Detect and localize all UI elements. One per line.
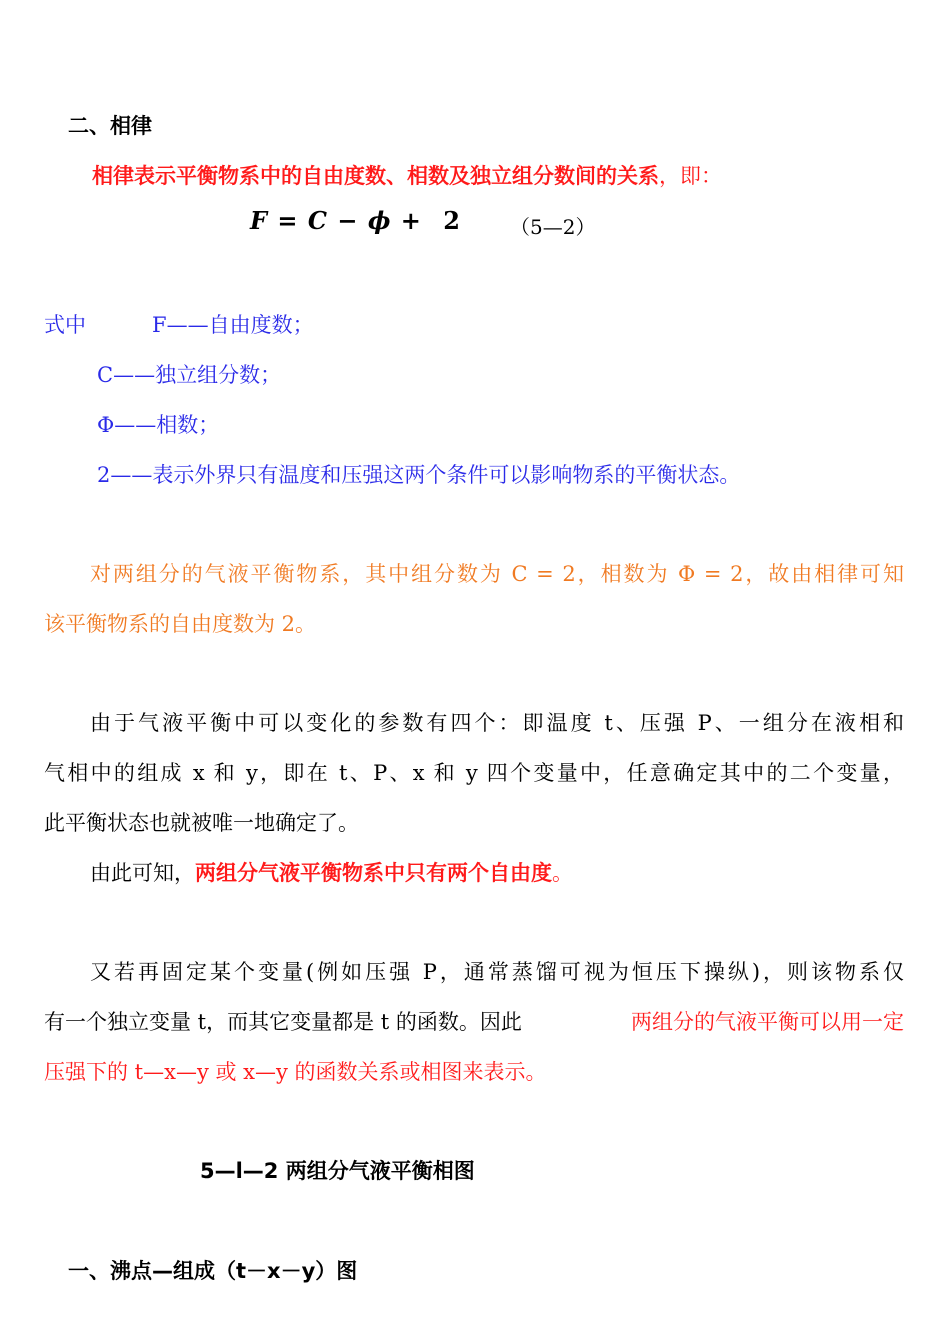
heading-boiling-point-diagram: 一、沸点—组成（t－x－y）图 xyxy=(68,1259,358,1283)
where-label: 式中 xyxy=(44,313,86,337)
def-phi: Φ——相数； xyxy=(97,413,220,437)
conclusion-emphasis: 两组分气液平衡物系中只有两个自由度 xyxy=(195,861,552,885)
def-two: 2——表示外界只有温度和压强这两个条件可以影响物系的平衡状态。 xyxy=(97,463,741,487)
heading-two-component-diagram: 5—l—2 两组分气液平衡相图 xyxy=(200,1159,475,1183)
para-fixed-line2-black: 有一个独立变量 t，而其它变量都是 t 的函数。因此 xyxy=(44,1010,522,1034)
para-conclusion xyxy=(90,859,573,887)
para-fixed-line3: 压强下的 t—x—y 或 x—y 的函数关系或相图来表示。 xyxy=(44,1060,547,1084)
formula-phi: ϕ xyxy=(367,206,392,235)
para-fixed-line2 xyxy=(44,1008,904,1036)
phase-rule-intro xyxy=(92,162,722,190)
phase-rule-intro-tail: ，即： xyxy=(659,164,722,188)
formula-minus: − xyxy=(327,206,368,235)
para-orange-line2: 该平衡物系的自由度数为 2。 xyxy=(44,612,317,636)
conclusion-prefix: 由此可知， xyxy=(90,861,195,885)
def-c: C——独立组分数； xyxy=(97,363,282,387)
para-vars-line3: 此平衡状态也就被唯一地确定了。 xyxy=(44,811,359,835)
formula-f: F xyxy=(250,206,269,235)
formula-eq: = xyxy=(268,206,308,235)
formula-two: 2 xyxy=(443,206,461,235)
equation-number: （5—2） xyxy=(510,215,596,239)
formula-c: C xyxy=(307,206,328,235)
phase-rule-formula xyxy=(250,206,461,235)
phase-rule-intro-bold: 相律表示平衡物系中的自由度数、相数及独立组分数间的关系 xyxy=(92,164,659,188)
heading-phase-rule: 二、相律 xyxy=(68,114,152,138)
para-fixed-line2-red: 两组分的气液平衡可以用一定 xyxy=(631,1010,904,1034)
def-f: F——自由度数； xyxy=(152,313,314,337)
para-fixed-line1: 又若再固定某个变量(例如压强 P，通常蒸馏可视为恒压下操纵)，则该物系仅 xyxy=(90,960,904,984)
para-vars-line1: 由于气液平衡中可以变化的参数有四个：即温度 t、压强 P、一组分在液相和 xyxy=(90,711,904,735)
para-vars-line2: 气相中的组成 x 和 y，即在 t、P、x 和 y 四个变量中，任意确定其中的二个变量， xyxy=(44,761,904,785)
conclusion-suffix: 。 xyxy=(552,861,573,885)
para-orange-line1: 对两组分的气液平衡物系，其中组分数为 C = 2，相数为 Φ = 2，故由相律可知 xyxy=(90,562,904,586)
formula-plus: + xyxy=(391,206,432,235)
